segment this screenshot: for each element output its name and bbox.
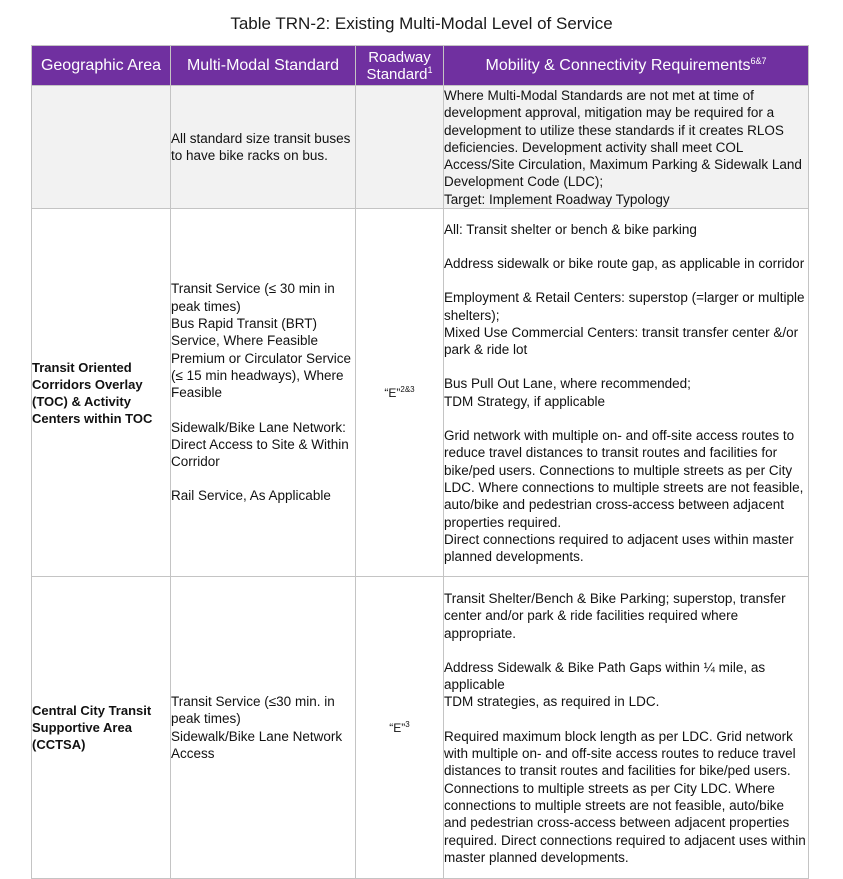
mobility-paragraph: Address Sidewalk & Bike Path Gaps within ¼ mile, as applicable <box>444 659 766 693</box>
roadway-standard-cell <box>356 86 444 209</box>
level-of-service-table <box>31 45 809 879</box>
mobility-paragraph: TDM strategies, as required in LDC. <box>444 694 660 710</box>
mobility-paragraph: Grid network with multiple on- and off-site access routes to reduce travel distances to transit routes and facilities for bike/ped users. Connections to multiple streets as per City LDC. Where connections to multiple streets are not feasible, auto/bike and pedestrian cross-access between adjacent properties required. <box>444 428 804 530</box>
standard-paragraph: Transit Service (≤30 min. in peak times) <box>171 693 335 727</box>
mobility-paragraph: TDM Strategy, if applicable <box>444 393 606 409</box>
paragraph-spacer <box>444 358 808 375</box>
mobility-paragraph: Employment & Retail Centers: superstop (=larger or multiple shelters); <box>444 290 805 323</box>
roadway-footnote-ref: 2&3 <box>400 384 415 394</box>
table-caption: Table TRN-2: Existing Multi-Modal Level of Service <box>230 14 613 33</box>
paragraph-spacer <box>444 711 808 728</box>
header-roadway-standard <box>356 46 444 86</box>
mobility-paragraph: Transit Shelter/Bench & Bike Parking; superstop, transfer center and/or park & ride facilities required where appropriate. <box>444 591 786 641</box>
header-roadway-line1: Roadway <box>368 48 431 66</box>
mobility-paragraph: Mixed Use Commercial Centers: transit transfer center &/or park & ride lot <box>444 324 799 358</box>
paragraph-spacer <box>444 410 808 427</box>
paragraph-spacer <box>171 402 355 419</box>
header-roadway-line2: Standard <box>366 65 428 83</box>
header-geographic-area: Geographic Area <box>32 46 171 86</box>
mobility-paragraph: Direct connections required to adjacent uses within master planned developments. <box>444 531 794 565</box>
table-body <box>32 86 809 879</box>
roadway-footnote-ref: 3 <box>405 719 410 729</box>
header-mobility-footnote: 6&7 <box>750 55 767 66</box>
table-row <box>32 209 809 577</box>
mobility-requirements-cell <box>444 209 809 577</box>
roadway-standard-value: “E” <box>384 385 401 400</box>
mobility-paragraph: Target: Implement Roadway Typology <box>444 191 670 207</box>
header-mobility-label: Mobility & Connectivity Requirements <box>485 56 751 74</box>
multi-modal-standard-cell <box>171 209 356 577</box>
mobility-requirements-cell <box>444 577 809 879</box>
table-header-row <box>32 46 809 86</box>
table-row <box>32 577 809 879</box>
roadway-standard-cell <box>356 577 444 879</box>
header-mobility-requirements <box>444 46 809 86</box>
standard-paragraph: Sidewalk/Bike Lane Network: Direct Access to Site & Within Corridor <box>171 419 349 470</box>
multi-modal-standard-cell <box>171 86 356 209</box>
geographic-area-cell <box>32 86 171 209</box>
standard-paragraph: Transit Service (≤ 30 min in peak times) <box>171 281 335 314</box>
mobility-paragraph: All: Transit shelter or bench & bike parking <box>444 221 697 237</box>
mobility-paragraph: Address sidewalk or bike route gap, as applicable in corridor <box>444 256 805 271</box>
mobility-paragraph: Where Multi-Modal Standards are not met at time of development approval, mitigation may be required for a development to utilize these standards if it creates RLOS deficiencies. Development activity shall meet COL Access/Site Circulation, Maximum Parking & Sidewalk Land Development Code (LDC); <box>444 88 802 190</box>
standard-paragraph: All standard size transit buses to have bike racks on bus. <box>171 130 351 164</box>
standard-paragraph: Bus Rapid Transit (BRT) Service, Where Feasible <box>171 316 319 349</box>
multi-modal-standard-cell <box>171 577 356 879</box>
roadway-standard-value: “E” <box>389 720 406 735</box>
header-multi-modal-standard: Multi-Modal Standard <box>171 46 356 86</box>
paragraph-spacer <box>444 272 808 289</box>
standard-paragraph: Premium or Circulator Service (≤ 15 min headways), Where Feasible <box>171 350 352 401</box>
mobility-requirements-cell <box>444 86 809 209</box>
header-roadway-footnote: 1 <box>427 64 433 75</box>
mobility-paragraph: Bus Pull Out Lane, where recommended; <box>444 376 691 392</box>
geographic-area-cell <box>32 577 171 879</box>
mobility-paragraph: Required maximum block length as per LDC. Grid network with multiple on- and off-site access routes to reduce travel distances to transit routes and facilities for bike/ped users. Connections to multiple streets as per City LDC. Where connections to multiple streets are not feasible, auto/bike and pedestrian cross-access between adjacent properties required. Direct connections required to adjacent uses within master planned developments. <box>444 728 806 865</box>
geographic-area-text: Transit Oriented Corridors Overlay (TOC) & Activity Centers within TOC <box>32 359 153 426</box>
geographic-area-text: Central City Transit Supportive Area (CCTSA) <box>32 703 152 753</box>
standard-paragraph: Rail Service, As Applicable <box>171 488 331 504</box>
paragraph-spacer <box>444 642 808 659</box>
paragraph-spacer <box>171 470 355 487</box>
roadway-standard-cell <box>356 209 444 577</box>
geographic-area-cell <box>32 209 171 577</box>
table-row <box>32 86 809 209</box>
standard-paragraph: Sidewalk/Bike Lane Network Access <box>171 728 343 761</box>
paragraph-spacer <box>444 238 808 255</box>
